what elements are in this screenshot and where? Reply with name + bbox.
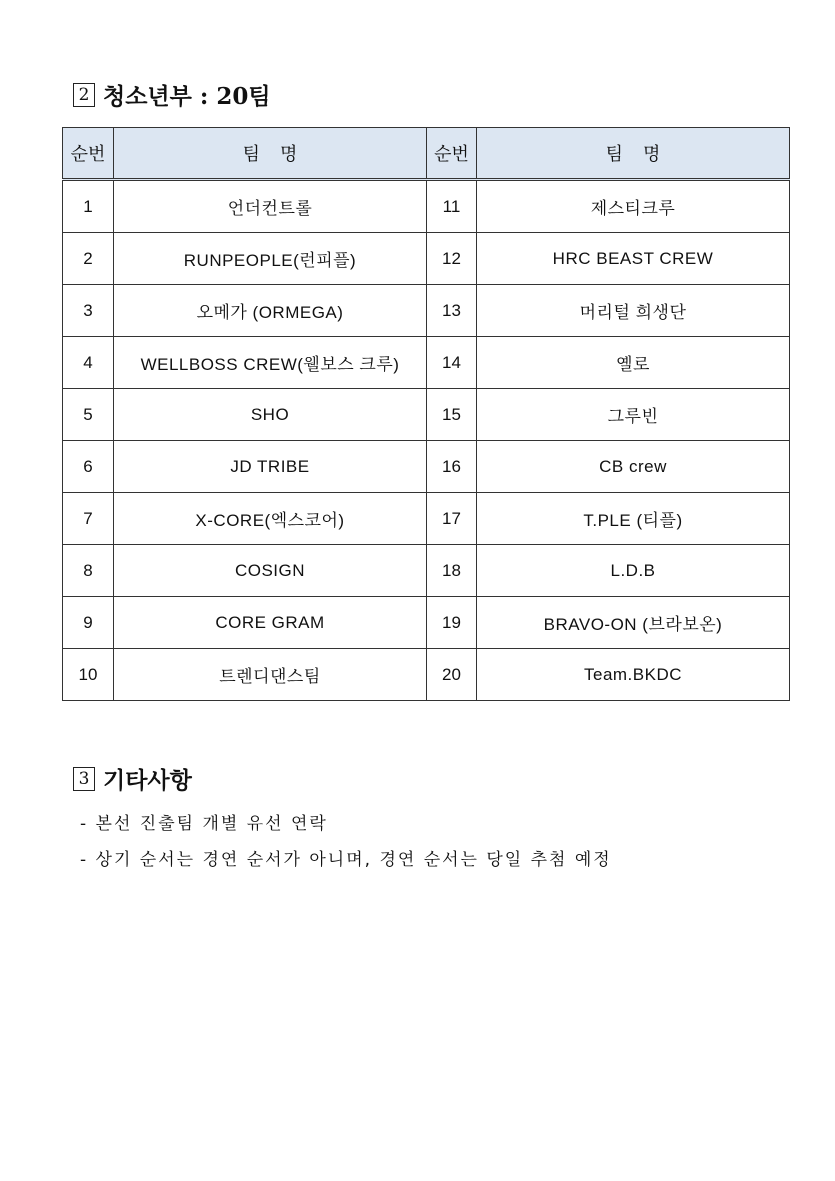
team-name-cell: CORE GRAM <box>114 597 427 649</box>
team-name-cell: X-CORE(엑스코어) <box>114 493 427 545</box>
rank-cell: 4 <box>63 337 114 389</box>
team-name-cell: SHO <box>114 389 427 441</box>
table-row <box>63 545 790 597</box>
rank-cell: 17 <box>427 493 477 545</box>
table-row <box>63 337 790 389</box>
section-3-heading <box>73 762 192 795</box>
team-name-cell: 제스티크루 <box>477 180 790 233</box>
team-name-cell: 그루빈 <box>477 389 790 441</box>
team-name-cell: 오메가 (ORMEGA) <box>114 285 427 337</box>
team-name-cell: JD TRIBE <box>114 441 427 493</box>
table-row <box>63 233 790 285</box>
team-name-cell: RUNPEOPLE(런피플) <box>114 233 427 285</box>
rank-cell: 16 <box>427 441 477 493</box>
table-row <box>63 180 790 233</box>
team-name-cell: CB crew <box>477 441 790 493</box>
header-no-right: 순번 <box>427 128 477 180</box>
rank-cell: 3 <box>63 285 114 337</box>
team-name-cell: T.PLE (티플) <box>477 493 790 545</box>
team-name-cell: HRC BEAST CREW <box>477 233 790 285</box>
team-name-cell: 트렌디댄스팀 <box>114 649 427 701</box>
team-name-cell: 머리털 희생단 <box>477 285 790 337</box>
team-name-cell: L.D.B <box>477 545 790 597</box>
table-row <box>63 441 790 493</box>
rank-cell: 5 <box>63 389 114 441</box>
rank-cell: 13 <box>427 285 477 337</box>
section-2-heading <box>73 78 271 111</box>
team-name-cell: COSIGN <box>114 545 427 597</box>
rank-cell: 1 <box>63 180 114 233</box>
team-name-cell: 언더컨트롤 <box>114 180 427 233</box>
header-team-left: 팀 명 <box>114 128 427 180</box>
rank-cell: 2 <box>63 233 114 285</box>
header-no-left: 순번 <box>63 128 114 180</box>
team-name-cell: Team.BKDC <box>477 649 790 701</box>
rank-cell: 11 <box>427 180 477 233</box>
table-row <box>63 649 790 701</box>
rank-cell: 10 <box>63 649 114 701</box>
rank-cell: 6 <box>63 441 114 493</box>
section-3-number: 3 <box>73 767 95 791</box>
table-row <box>63 389 790 441</box>
rank-cell: 14 <box>427 337 477 389</box>
rank-cell: 12 <box>427 233 477 285</box>
section-2-title: 청소년부 : 20팀 <box>103 83 271 110</box>
rank-cell: 18 <box>427 545 477 597</box>
header-team-right: 팀 명 <box>477 128 790 180</box>
team-name-cell: BRAVO-ON (브라보온) <box>477 597 790 649</box>
table-header-row <box>63 128 790 180</box>
rank-cell: 19 <box>427 597 477 649</box>
table-row <box>63 285 790 337</box>
team-name-cell: WELLBOSS CREW(웰보스 크루) <box>114 337 427 389</box>
note-item: - 본선 진출팀 개별 유선 연락 <box>80 814 328 834</box>
rank-cell: 7 <box>63 493 114 545</box>
rank-cell: 15 <box>427 389 477 441</box>
team-table <box>62 127 790 701</box>
team-name-cell: 옐로 <box>477 337 790 389</box>
rank-cell: 20 <box>427 649 477 701</box>
section-2-number: 2 <box>73 83 95 107</box>
rank-cell: 9 <box>63 597 114 649</box>
note-item: - 상기 순서는 경연 순서가 아니며, 경연 순서는 당일 추첨 예정 <box>80 850 612 870</box>
table-row <box>63 597 790 649</box>
notes-list <box>80 806 612 878</box>
section-3-title: 기타사항 <box>103 767 192 794</box>
table-row <box>63 493 790 545</box>
rank-cell: 8 <box>63 545 114 597</box>
